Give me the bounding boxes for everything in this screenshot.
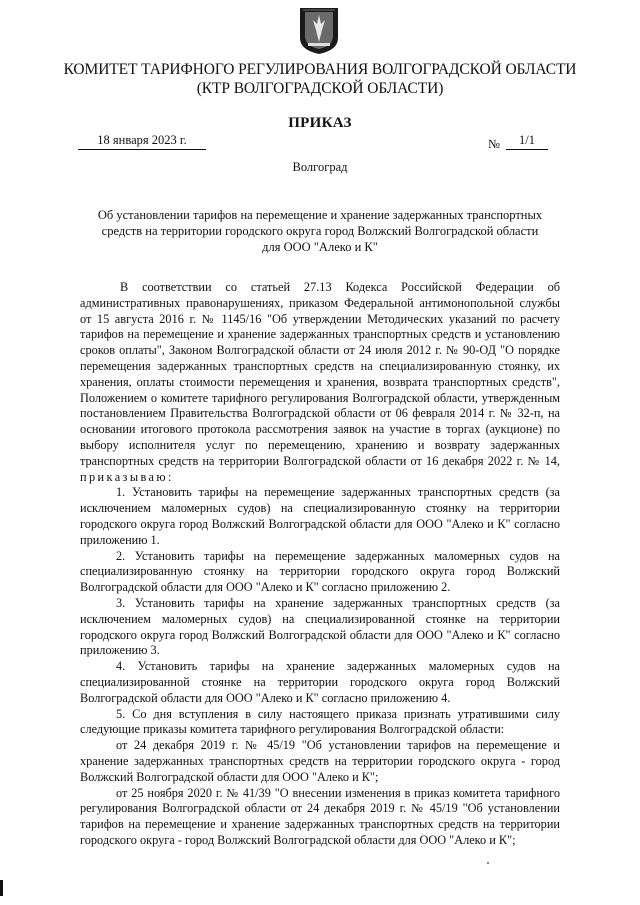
organization-name: КОМИТЕТ ТАРИФНОГО РЕГУЛИРОВАНИЯ ВОЛГОГРАДСКОЙ ОБЛАСТИ [63, 61, 577, 78]
preamble-paragraph [80, 280, 560, 485]
scan-edge-mark [0, 880, 3, 896]
order-item: 5. Со дня вступления в силу настоящего приказа признать утратившими силу следующие приказы комитета тарифного регулирования Волгоградской области: [80, 706, 560, 737]
city: Волгоград [292, 160, 348, 174]
document-body [80, 280, 560, 849]
number-sign: № [488, 137, 500, 151]
document-date: 18 января 2023 г. [78, 133, 206, 150]
subject-line: средств на территории городского округа город Волжский Волгоградской области [101, 224, 539, 238]
organization-abbreviation: (КТР ВОЛГОГРАДСКОЙ ОБЛАСТИ) [196, 80, 444, 97]
scan-speck [487, 862, 489, 864]
repealed-order-item: от 25 ноября 2020 г. № 41/39 "О внесении изменения в приказ комитета тарифного регулирования Волгоградской области от 24 декабря 2019 г. № 45/19 "Об установлении тарифов на перемещение и хранение задержанных транспортных средств на территории городского округа - город Волжский Волгоградской области для ООО "Алеко и К"; [80, 785, 560, 847]
document-type: ПРИКАЗ [288, 115, 352, 131]
repealed-order-item: от 24 декабря 2019 г. № 45/19 "Об установлении тарифов на перемещение и хранение задержанных транспортных средств на территории городского округа - город Волжский Волгоградской области для ООО "Алеко и К"; [80, 738, 560, 784]
order-item: 3. Установить тарифы на хранение задержанных транспортных средств (за исключением маломерных судов) на специализированной стоянке на территории городского округа город Волжский Волгоградской области для ООО "Алеко и К" согласно приложению 3. [80, 595, 560, 658]
order-keyword: приказываю: [80, 469, 174, 484]
subject-line: Об установлении тарифов на перемещение и хранение задержанных транспортных [97, 208, 543, 222]
document-number: 1/1 [506, 133, 548, 150]
document-subject [80, 207, 560, 255]
order-item: 2. Установить тарифы на перемещение задержанных маломерных судов на специализированную стоянку на территории городского округа город Волжский Волгоградской области для ООО "Алеко и К" согласно приложению 2. [80, 548, 560, 595]
subject-line: для ООО "Алеко и К" [262, 240, 378, 254]
order-item: 4. Установить тарифы на хранение задержанных маломерных судов на специализированной стоянке на территории городского округа город Волжский Волгоградской области для ООО "Алеко и К" согласно приложению 4. [80, 659, 560, 705]
volgograd-coat-of-arms-icon [297, 6, 341, 56]
order-item: 1. Установить тарифы на перемещение задержанных транспортных средств (за исключением маломерных судов) на специализированную стоянку на территории городского округа город Волжский Волгоградской области для ООО "Алеко и К" согласно приложению 1. [80, 485, 560, 547]
preamble-text: В соответствии со статьей 27.13 Кодекса Российской Федерации об административных правонарушениях, приказом Федеральной антимонопольной службы от 15 августа 2016 г. № 1145/16 "Об утверждении Методических указаний по расчету тарифов на перемещение и хранение задержанных транспортных средств и установлению сроков оплаты", Законом Волгоградской области от 24 июля 2012 г. № 90-ОД "О порядке перемещения задержанных транспортных средств на специализированную стоянку, их хранения, оплаты стоимости перемещения и хранения, возврата транспортных средств", Положением о комитете тарифного регулирования Волгоградской области, утвержденным постановлением Правительства Волгоградской области от 06 февраля 2014 г. № 32-п, на основании итогового протокола рассмотрения заявок на участие в торгах (аукционе) по выбору исполнителя услуг по перемещению, хранению и возврату задержанных транспортных средств на территории Волгоградской области от 16 декабря 2022 г. № 14, [80, 280, 560, 468]
